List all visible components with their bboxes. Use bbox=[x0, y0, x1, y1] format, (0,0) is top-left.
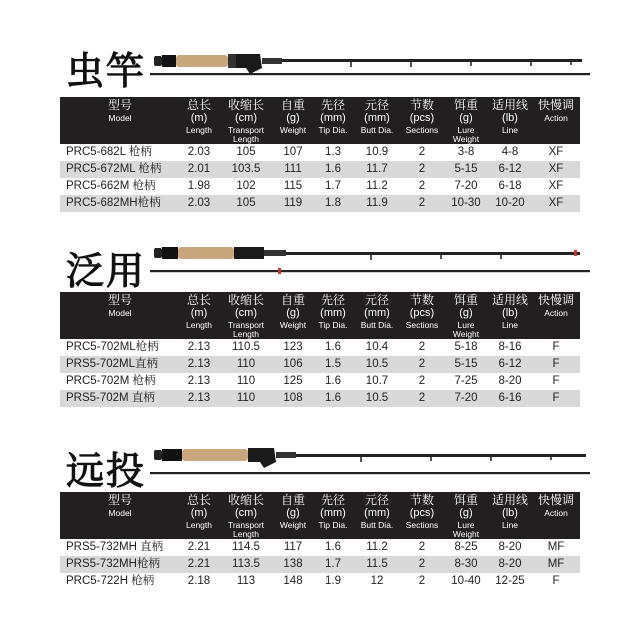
spec-cell: 2 bbox=[418, 197, 426, 209]
header-en: Length bbox=[186, 520, 212, 530]
spec-cell: 1.6 bbox=[325, 541, 341, 553]
spec-cell: 1.6 bbox=[325, 341, 341, 353]
spec-cell: 2.18 bbox=[187, 575, 211, 587]
spec-cell: 1.9 bbox=[325, 575, 341, 587]
header-zh: 型号 bbox=[107, 493, 132, 507]
header-en: Model bbox=[108, 508, 132, 518]
header-zh: 先径 bbox=[320, 493, 345, 507]
spec-cell: 105 bbox=[236, 146, 256, 158]
header-en: Length bbox=[186, 125, 212, 135]
spec-cell: 1.98 bbox=[187, 180, 211, 192]
spec-cell: XF bbox=[548, 197, 564, 209]
table-header bbox=[60, 97, 580, 144]
column-header bbox=[488, 292, 532, 339]
spec-cell: 117 bbox=[283, 541, 303, 553]
header-zh: 总长 bbox=[186, 293, 211, 307]
spec-cell: 8-16 bbox=[498, 341, 522, 353]
header-zh: 元径 bbox=[364, 293, 389, 307]
spec-cell: 106 bbox=[283, 358, 303, 370]
spec-cell: 2 bbox=[418, 341, 426, 353]
column-header bbox=[354, 292, 400, 339]
header-unit: (cm) bbox=[235, 507, 257, 519]
table-row bbox=[60, 390, 580, 407]
header-en: Butt Dia. bbox=[360, 125, 394, 135]
spec-cell: 114.5 bbox=[232, 541, 260, 553]
model-cell: PRC5-702M 枪柄 bbox=[66, 375, 156, 387]
table-row bbox=[60, 195, 580, 212]
column-header bbox=[274, 492, 312, 539]
spec-cell: 110 bbox=[236, 375, 256, 387]
header-unit: (g) bbox=[459, 307, 473, 319]
header-unit: (mm) bbox=[320, 307, 346, 319]
header-en: Butt Dia. bbox=[360, 520, 394, 530]
column-header bbox=[274, 97, 312, 144]
spec-cell: MF bbox=[547, 558, 565, 570]
spec-cell: 1.8 bbox=[325, 197, 341, 209]
spec-cell: 5-18 bbox=[454, 341, 478, 353]
table-row bbox=[60, 373, 580, 390]
header-unit: (pcs) bbox=[409, 507, 435, 519]
header-unit: (cm) bbox=[235, 112, 257, 124]
header-en: Sections bbox=[405, 125, 439, 135]
header-unit: (cm) bbox=[235, 307, 257, 319]
header-en: Length bbox=[186, 320, 212, 330]
header-zh: 总长 bbox=[186, 493, 211, 507]
header-zh: 适用线 bbox=[491, 98, 528, 112]
spec-table bbox=[60, 492, 580, 590]
header-en: Lure Weight bbox=[452, 520, 480, 539]
header-unit: (mm) bbox=[364, 307, 390, 319]
spec-cell: MF bbox=[547, 541, 565, 553]
spec-table bbox=[60, 97, 580, 212]
spec-cell: 8-25 bbox=[454, 541, 478, 553]
spec-cell: 10.7 bbox=[365, 375, 389, 387]
model-cell: PRS5-702M 直柄 bbox=[66, 392, 155, 404]
column-header bbox=[180, 97, 218, 144]
column-header bbox=[532, 97, 580, 144]
spec-cell: 1.6 bbox=[325, 375, 341, 387]
spec-cell: 7-20 bbox=[454, 180, 478, 192]
spec-cell: 11.5 bbox=[366, 558, 388, 570]
spec-cell: 108 bbox=[283, 392, 303, 404]
spec-cell: 1.6 bbox=[325, 392, 341, 404]
header-zh: 饵重 bbox=[453, 293, 478, 307]
column-header bbox=[312, 492, 354, 539]
column-header bbox=[400, 292, 444, 339]
header-unit: (g) bbox=[459, 507, 473, 519]
header-en: Action bbox=[544, 113, 568, 123]
spec-cell: 10.5 bbox=[365, 392, 389, 404]
header-unit: (mm) bbox=[364, 507, 390, 519]
model-cell: PRC5-702ML枪柄 bbox=[66, 341, 159, 353]
spec-cell: 138 bbox=[283, 558, 303, 570]
spec-cell: 2 bbox=[418, 392, 426, 404]
table-row bbox=[60, 556, 580, 573]
spec-cell: XF bbox=[548, 146, 564, 158]
spec-cell: 11.2 bbox=[366, 541, 388, 553]
header-unit: (pcs) bbox=[409, 112, 435, 124]
column-header bbox=[60, 492, 180, 539]
casting-rod-image bbox=[150, 442, 590, 482]
spec-cell: 7-25 bbox=[454, 375, 478, 387]
header-en: Line bbox=[501, 520, 519, 530]
section-title: 远投 bbox=[66, 449, 147, 493]
spec-cell: 1.3 bbox=[325, 146, 341, 158]
header-en: Line bbox=[501, 125, 519, 135]
spec-cell: 103.5 bbox=[231, 163, 261, 175]
table-body bbox=[60, 539, 580, 590]
header-zh: 快慢调 bbox=[537, 293, 574, 307]
header-zh: 快慢调 bbox=[537, 493, 574, 507]
spec-cell: 2.01 bbox=[187, 163, 211, 175]
model-cell: PRC5-682L 枪柄 bbox=[66, 146, 152, 158]
spec-cell: 2.13 bbox=[187, 392, 211, 404]
spec-cell: 10.5 bbox=[365, 358, 389, 370]
spec-cell: 10-30 bbox=[451, 197, 481, 209]
header-en: Sections bbox=[405, 520, 439, 530]
header-zh: 节数 bbox=[409, 493, 434, 507]
header-en: Model bbox=[108, 308, 132, 318]
header-en: Tip Dia. bbox=[318, 520, 348, 530]
column-header bbox=[354, 492, 400, 539]
header-unit: (mm) bbox=[320, 507, 346, 519]
spec-cell: 110 bbox=[236, 392, 256, 404]
spec-cell: 10.9 bbox=[365, 146, 389, 158]
header-en: Model bbox=[108, 113, 132, 123]
section-long-cast-rod bbox=[0, 420, 640, 640]
casting-rod-image bbox=[150, 42, 590, 82]
section-title: 虫竿 bbox=[66, 49, 147, 93]
header-unit: (g) bbox=[286, 112, 300, 124]
section-worm-rod bbox=[0, 0, 640, 220]
header-unit: (mm) bbox=[364, 112, 390, 124]
table-row bbox=[60, 539, 580, 556]
spec-cell: 2 bbox=[418, 146, 426, 158]
model-cell: PRC5-672ML 枪柄 bbox=[66, 163, 162, 175]
spec-cell: 1.6 bbox=[325, 163, 341, 175]
header-zh: 饵重 bbox=[453, 98, 478, 112]
spec-cell: 125 bbox=[283, 375, 303, 387]
spec-cell: 11.9 bbox=[366, 197, 388, 209]
spec-cell: 111 bbox=[284, 163, 302, 175]
header-zh: 型号 bbox=[107, 98, 132, 112]
spec-cell: 110.5 bbox=[232, 341, 260, 353]
model-cell: PRC5-662M 枪柄 bbox=[66, 180, 156, 192]
header-zh: 总长 bbox=[186, 98, 211, 112]
spec-cell: F bbox=[552, 575, 560, 587]
header-zh: 节数 bbox=[409, 293, 434, 307]
spec-cell: 2.13 bbox=[187, 341, 211, 353]
spec-cell: 2.13 bbox=[187, 358, 211, 370]
spec-cell: 12 bbox=[370, 575, 384, 587]
spec-cell: 7-20 bbox=[454, 392, 478, 404]
spec-cell: 10-20 bbox=[495, 197, 525, 209]
spec-cell: 113.5 bbox=[232, 558, 260, 570]
model-cell: PRC5-682MH枪柄 bbox=[66, 197, 161, 209]
spec-cell: 10.4 bbox=[365, 341, 389, 353]
header-unit: (m) bbox=[190, 307, 208, 319]
table-body bbox=[60, 144, 580, 212]
spec-table bbox=[60, 292, 580, 407]
header-unit: (lb) bbox=[502, 307, 518, 319]
table-row bbox=[60, 144, 580, 161]
spinning-rod-image bbox=[150, 240, 590, 280]
column-header bbox=[444, 292, 488, 339]
model-cell: PRS5-702ML直柄 bbox=[66, 358, 159, 370]
spec-cell: F bbox=[552, 358, 560, 370]
spec-cell: 6-12 bbox=[498, 358, 522, 370]
table-row bbox=[60, 356, 580, 373]
column-header bbox=[488, 97, 532, 144]
column-header bbox=[60, 97, 180, 144]
header-zh: 型号 bbox=[107, 293, 132, 307]
spec-cell: XF bbox=[548, 163, 564, 175]
spec-cell: 2 bbox=[418, 163, 426, 175]
model-cell: PRC5-722H 枪柄 bbox=[66, 575, 155, 587]
column-header bbox=[400, 97, 444, 144]
column-header bbox=[60, 292, 180, 339]
header-en: Tip Dia. bbox=[318, 320, 348, 330]
header-unit: (lb) bbox=[502, 507, 518, 519]
header-en: Transport Length bbox=[227, 125, 265, 144]
spec-cell: F bbox=[552, 341, 560, 353]
spec-cell: F bbox=[552, 375, 560, 387]
header-zh: 快慢调 bbox=[537, 98, 574, 112]
header-en: Tip Dia. bbox=[318, 125, 348, 135]
header-zh: 节数 bbox=[409, 98, 434, 112]
spec-cell: 5-15 bbox=[454, 358, 478, 370]
header-en: Lure Weight bbox=[452, 320, 480, 339]
header-zh: 收缩长 bbox=[227, 493, 264, 507]
table-row bbox=[60, 573, 580, 590]
spec-cell: 1.7 bbox=[325, 180, 341, 192]
spec-cell: 148 bbox=[283, 575, 303, 587]
column-header bbox=[218, 97, 274, 144]
header-en: Line bbox=[501, 320, 519, 330]
table-row bbox=[60, 339, 580, 356]
header-zh: 适用线 bbox=[491, 293, 528, 307]
table-body bbox=[60, 339, 580, 407]
header-en: Weight bbox=[279, 125, 307, 135]
spec-cell: 2 bbox=[418, 541, 426, 553]
spec-cell: 2 bbox=[418, 575, 426, 587]
table-row bbox=[60, 178, 580, 195]
header-zh: 饵重 bbox=[453, 493, 478, 507]
spec-cell: 102 bbox=[236, 180, 256, 192]
spec-cell: 107 bbox=[283, 146, 303, 158]
spec-cell: 3-8 bbox=[457, 146, 475, 158]
spec-cell: XF bbox=[548, 180, 564, 192]
spec-cell: 11.7 bbox=[366, 163, 388, 175]
column-header bbox=[180, 492, 218, 539]
header-zh: 自重 bbox=[280, 493, 305, 507]
header-zh: 先径 bbox=[320, 98, 345, 112]
header-unit: (lb) bbox=[502, 112, 518, 124]
spec-cell: 4-8 bbox=[501, 146, 519, 158]
spec-cell: 2.13 bbox=[187, 375, 211, 387]
spec-cell: 6-16 bbox=[498, 392, 522, 404]
spec-cell: 8-30 bbox=[454, 558, 478, 570]
header-en: Action bbox=[544, 308, 568, 318]
header-unit: (m) bbox=[190, 112, 208, 124]
spec-cell: 110 bbox=[236, 358, 256, 370]
header-en: Sections bbox=[405, 320, 439, 330]
table-header bbox=[60, 292, 580, 339]
header-zh: 自重 bbox=[280, 98, 305, 112]
spec-cell: 113 bbox=[236, 575, 256, 587]
header-unit: (m) bbox=[190, 507, 208, 519]
header-en: Butt Dia. bbox=[360, 320, 394, 330]
spec-cell: 2 bbox=[418, 180, 426, 192]
spec-cell: 8-20 bbox=[498, 541, 522, 553]
column-header bbox=[354, 97, 400, 144]
spec-cell: 115 bbox=[283, 180, 303, 192]
spec-cell: 11.2 bbox=[366, 180, 388, 192]
spec-cell: 8-20 bbox=[498, 375, 522, 387]
column-header bbox=[444, 97, 488, 144]
spec-cell: 123 bbox=[283, 341, 303, 353]
header-zh: 元径 bbox=[364, 98, 389, 112]
spec-cell: 2 bbox=[418, 375, 426, 387]
spec-cell: 2.21 bbox=[187, 558, 211, 570]
model-cell: PRS5-732MH 直柄 bbox=[66, 541, 164, 553]
spec-cell: 105 bbox=[236, 197, 256, 209]
spec-cell: 2.03 bbox=[187, 146, 211, 158]
spec-cell: 12-25 bbox=[495, 575, 525, 587]
header-en: Transport Length bbox=[227, 320, 265, 339]
header-zh: 先径 bbox=[320, 293, 345, 307]
column-header bbox=[532, 492, 580, 539]
column-header bbox=[274, 292, 312, 339]
column-header bbox=[312, 97, 354, 144]
spec-cell: 2 bbox=[418, 558, 426, 570]
header-unit: (mm) bbox=[320, 112, 346, 124]
spec-cell: 2.03 bbox=[187, 197, 211, 209]
header-zh: 自重 bbox=[280, 293, 305, 307]
header-zh: 收缩长 bbox=[227, 98, 264, 112]
header-zh: 收缩长 bbox=[227, 293, 264, 307]
spec-cell: 6-12 bbox=[498, 163, 522, 175]
column-header bbox=[312, 292, 354, 339]
section-title: 泛用 bbox=[66, 249, 147, 293]
spec-cell: 1.5 bbox=[325, 358, 341, 370]
column-header bbox=[488, 492, 532, 539]
table-row bbox=[60, 161, 580, 178]
spec-cell: 2 bbox=[418, 358, 426, 370]
header-unit: (g) bbox=[286, 507, 300, 519]
column-header bbox=[444, 492, 488, 539]
column-header bbox=[218, 292, 274, 339]
header-unit: (g) bbox=[286, 307, 300, 319]
header-zh: 元径 bbox=[364, 493, 389, 507]
spec-cell: 2.21 bbox=[187, 541, 211, 553]
header-en: Transport Length bbox=[227, 520, 265, 539]
header-en: Weight bbox=[279, 320, 307, 330]
column-header bbox=[532, 292, 580, 339]
spec-cell: F bbox=[552, 392, 560, 404]
spec-cell: 119 bbox=[283, 197, 303, 209]
header-zh: 适用线 bbox=[491, 493, 528, 507]
spec-cell: 10-40 bbox=[451, 575, 481, 587]
spec-cell: 5-15 bbox=[454, 163, 478, 175]
spec-cell: 1.7 bbox=[325, 558, 341, 570]
table-header bbox=[60, 492, 580, 539]
header-en: Lure Weight bbox=[452, 125, 480, 144]
header-en: Weight bbox=[279, 520, 307, 530]
spec-cell: 8-20 bbox=[498, 558, 522, 570]
header-unit: (pcs) bbox=[409, 307, 435, 319]
spec-cell: 6-18 bbox=[498, 180, 522, 192]
model-cell: PRS5-732MH枪柄 bbox=[66, 558, 160, 570]
column-header bbox=[400, 492, 444, 539]
column-header bbox=[180, 292, 218, 339]
header-unit: (g) bbox=[459, 112, 473, 124]
column-header bbox=[218, 492, 274, 539]
section-general-rod bbox=[0, 220, 640, 420]
header-en: Action bbox=[544, 508, 568, 518]
